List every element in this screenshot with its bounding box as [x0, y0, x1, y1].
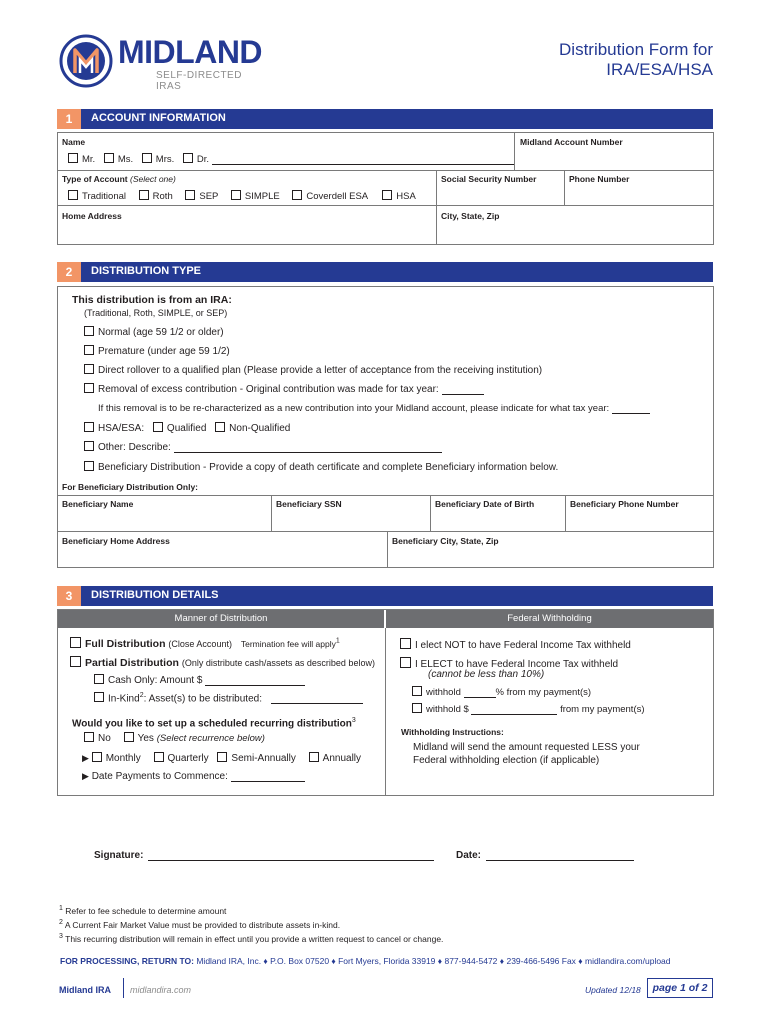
ssn-label: Social Security Number — [441, 174, 537, 184]
section-title: DISTRIBUTION DETAILS — [91, 589, 219, 601]
option-no-withholding[interactable]: I elect NOT to have Federal Income Tax withheld — [400, 638, 631, 651]
checkbox-qualified[interactable]: Qualified — [153, 423, 206, 434]
title-line-1: Distribution Form for — [559, 40, 713, 59]
name-label: Name — [62, 137, 86, 147]
option-in-kind[interactable]: In-Kind$^2$: Asset(s) to be distributed: — [94, 692, 363, 704]
commence-date-input[interactable] — [231, 773, 305, 782]
checkbox-recurring-yes[interactable]: Yes (Select recurrence below) — [124, 733, 265, 744]
option-cash-only[interactable]: Cash Only: Amount $ — [94, 674, 305, 686]
checkbox-monthly[interactable]: Monthly — [92, 753, 141, 764]
manner-header: Manner of Distribution — [58, 610, 384, 628]
distribution-details-box — [57, 609, 714, 796]
checkbox-semi-annually[interactable]: Semi-Annually — [217, 753, 295, 764]
recharacterize-note: If this removal is to be re-characterized as a new contribution into your Midland account, please indicate for what tax year: — [98, 403, 650, 414]
footnote-3: $^3$ This recurring distribution will remain in effect until you provide a written request to cancel or change. — [59, 932, 444, 944]
section-1-header — [57, 109, 713, 129]
section-3-header — [57, 586, 713, 606]
checkbox-ms[interactable]: Ms. — [104, 154, 133, 165]
checkbox-coverdell[interactable]: Coverdell ESA — [292, 191, 367, 202]
withholding-instructions-text: Midland will send the amount requested LESS your Federal withholding election (if applicable) — [413, 742, 640, 766]
beneficiary-address-label: Beneficiary Home Address — [62, 536, 170, 546]
option-other[interactable]: Other: Describe: — [84, 441, 442, 453]
date-input[interactable] — [486, 851, 634, 861]
account-type-row — [68, 190, 416, 202]
withholding-note: (cannot be less than 10%) — [428, 669, 545, 680]
date-row: Date: — [456, 850, 634, 861]
hsa-esa-row — [84, 422, 290, 434]
beneficiary-phone-label: Beneficiary Phone Number — [570, 499, 679, 509]
section-title: DISTRIBUTION TYPE — [91, 265, 202, 277]
option-full-distribution[interactable]: Full Distribution (Close Account) Termination fee will apply$^1$ — [70, 637, 340, 650]
recurring-question: Would you like to set up a scheduled recurring distribution$^3$ — [72, 717, 356, 730]
checkbox-traditional[interactable]: Traditional — [68, 191, 126, 202]
home-address-label: Home Address — [62, 211, 122, 221]
salutation-row — [68, 153, 514, 165]
checkbox-hsa[interactable]: HSA — [382, 191, 416, 202]
option-premature[interactable]: Premature (under age 59 1/2) — [84, 345, 230, 357]
beneficiary-ssn-label: Beneficiary SSN — [276, 499, 342, 509]
page-title — [559, 40, 713, 80]
option-normal[interactable]: Normal (age 59 1/2 or older) — [84, 326, 224, 338]
checkbox-mr[interactable]: Mr. — [68, 154, 95, 165]
checkbox-dr[interactable]: Dr. — [183, 154, 209, 165]
name-input[interactable] — [212, 155, 514, 165]
logo-tagline: SELF-DIRECTED IRAS — [156, 70, 242, 92]
commence-row: ▶ Date Payments to Commence: — [82, 771, 305, 782]
checkbox-roth[interactable]: Roth — [139, 191, 173, 202]
checkbox-nonqualified[interactable]: Non-Qualified — [215, 423, 290, 434]
frequency-row — [82, 752, 361, 764]
midland-logo-icon — [58, 33, 114, 89]
signature-input[interactable] — [148, 851, 434, 861]
section-number: 2 — [57, 262, 81, 282]
footnote-2: $^2$ A Current Fair Market Value must be provided to distribute assets in-kind. — [59, 918, 341, 930]
midland-logo — [58, 33, 268, 92]
section-number: 1 — [57, 109, 81, 129]
option-removal[interactable]: Removal of excess contribution - Original contribution was made for tax year: — [84, 383, 484, 395]
checkbox-sep[interactable]: SEP — [185, 191, 218, 202]
beneficiary-dob-label: Beneficiary Date of Birth — [435, 499, 535, 509]
withholding-header: Federal Withholding — [386, 610, 713, 628]
beneficiary-name-label: Beneficiary Name — [62, 499, 134, 509]
account-number-label: Midland Account Number — [520, 137, 623, 147]
processing-line: FOR PROCESSING, RETURN TO: Midland IRA, Inc. ♦ P.O. Box 07520 ♦ Fort Myers, Florida 33919 ♦ 877-944-5472 ♦ 239-466-5496 Fax ♦ midlandira.com/upload — [60, 956, 671, 966]
section-title: ACCOUNT INFORMATION — [91, 112, 226, 124]
footer-site[interactable]: midlandira.com — [130, 985, 192, 995]
arrow-right-icon: ▶ — [82, 771, 89, 781]
checkbox-quarterly[interactable]: Quarterly — [154, 753, 209, 764]
phone-label: Phone Number — [569, 174, 630, 184]
footer-brand: Midland IRA — [59, 985, 111, 995]
option-partial-distribution[interactable]: Partial Distribution (Only distribute cash/assets as described below) — [70, 656, 375, 669]
checkbox-annually[interactable]: Annually — [309, 753, 361, 764]
footnote-1: $^1$ Refer to fee schedule to determine amount — [59, 905, 227, 916]
recurring-choice-row — [84, 732, 265, 744]
option-elect-withholding[interactable]: I ELECT to have Federal Income Tax withheld — [400, 657, 618, 670]
option-rollover[interactable]: Direct rollover to a qualified plan (Please provide a letter of acceptance from the receiving institution) — [84, 364, 542, 376]
arrow-right-icon: ▶ — [82, 753, 89, 763]
recharacterize-year-input[interactable] — [612, 405, 650, 414]
account-info-box — [57, 132, 714, 245]
section-number: 3 — [57, 586, 81, 606]
option-withhold-percent[interactable]: withhold % from my payment(s) — [412, 686, 591, 698]
footnotes — [59, 903, 443, 944]
footer — [57, 978, 714, 1000]
option-withhold-amount[interactable]: withhold $ from my payment(s) — [412, 703, 645, 715]
footer-updated: Updated 12/18 — [585, 985, 641, 995]
section-2-header — [57, 262, 713, 282]
account-type-label: Type of Account (Select one) — [62, 174, 176, 184]
ira-sub: (Traditional, Roth, SIMPLE, or SEP) — [84, 308, 228, 318]
signature-row: Signature: — [94, 850, 434, 861]
ira-heading: This distribution is from an IRA: — [72, 294, 232, 306]
city-state-zip-label: City, State, Zip — [441, 211, 500, 221]
option-beneficiary[interactable]: Beneficiary Distribution - Provide a copy of death certificate and complete Beneficiary information below. — [84, 461, 558, 473]
checkbox-recurring-no[interactable]: No — [84, 733, 111, 744]
page-number: page 1 of 2 — [647, 978, 713, 998]
logo-name: MIDLAND — [118, 34, 263, 70]
checkbox-simple[interactable]: SIMPLE — [231, 191, 280, 202]
withholding-instructions-label: Withholding Instructions: — [401, 727, 504, 737]
title-line-2: IRA/ESA/HSA — [606, 60, 713, 79]
beneficiary-only-label: For Beneficiary Distribution Only: — [62, 482, 199, 492]
checkbox-mrs[interactable]: Mrs. — [142, 154, 174, 165]
beneficiary-city-label: Beneficiary City, State, Zip — [392, 536, 499, 546]
distribution-type-box — [57, 286, 714, 568]
option-hsa-esa[interactable]: HSA/ESA: — [84, 423, 144, 434]
